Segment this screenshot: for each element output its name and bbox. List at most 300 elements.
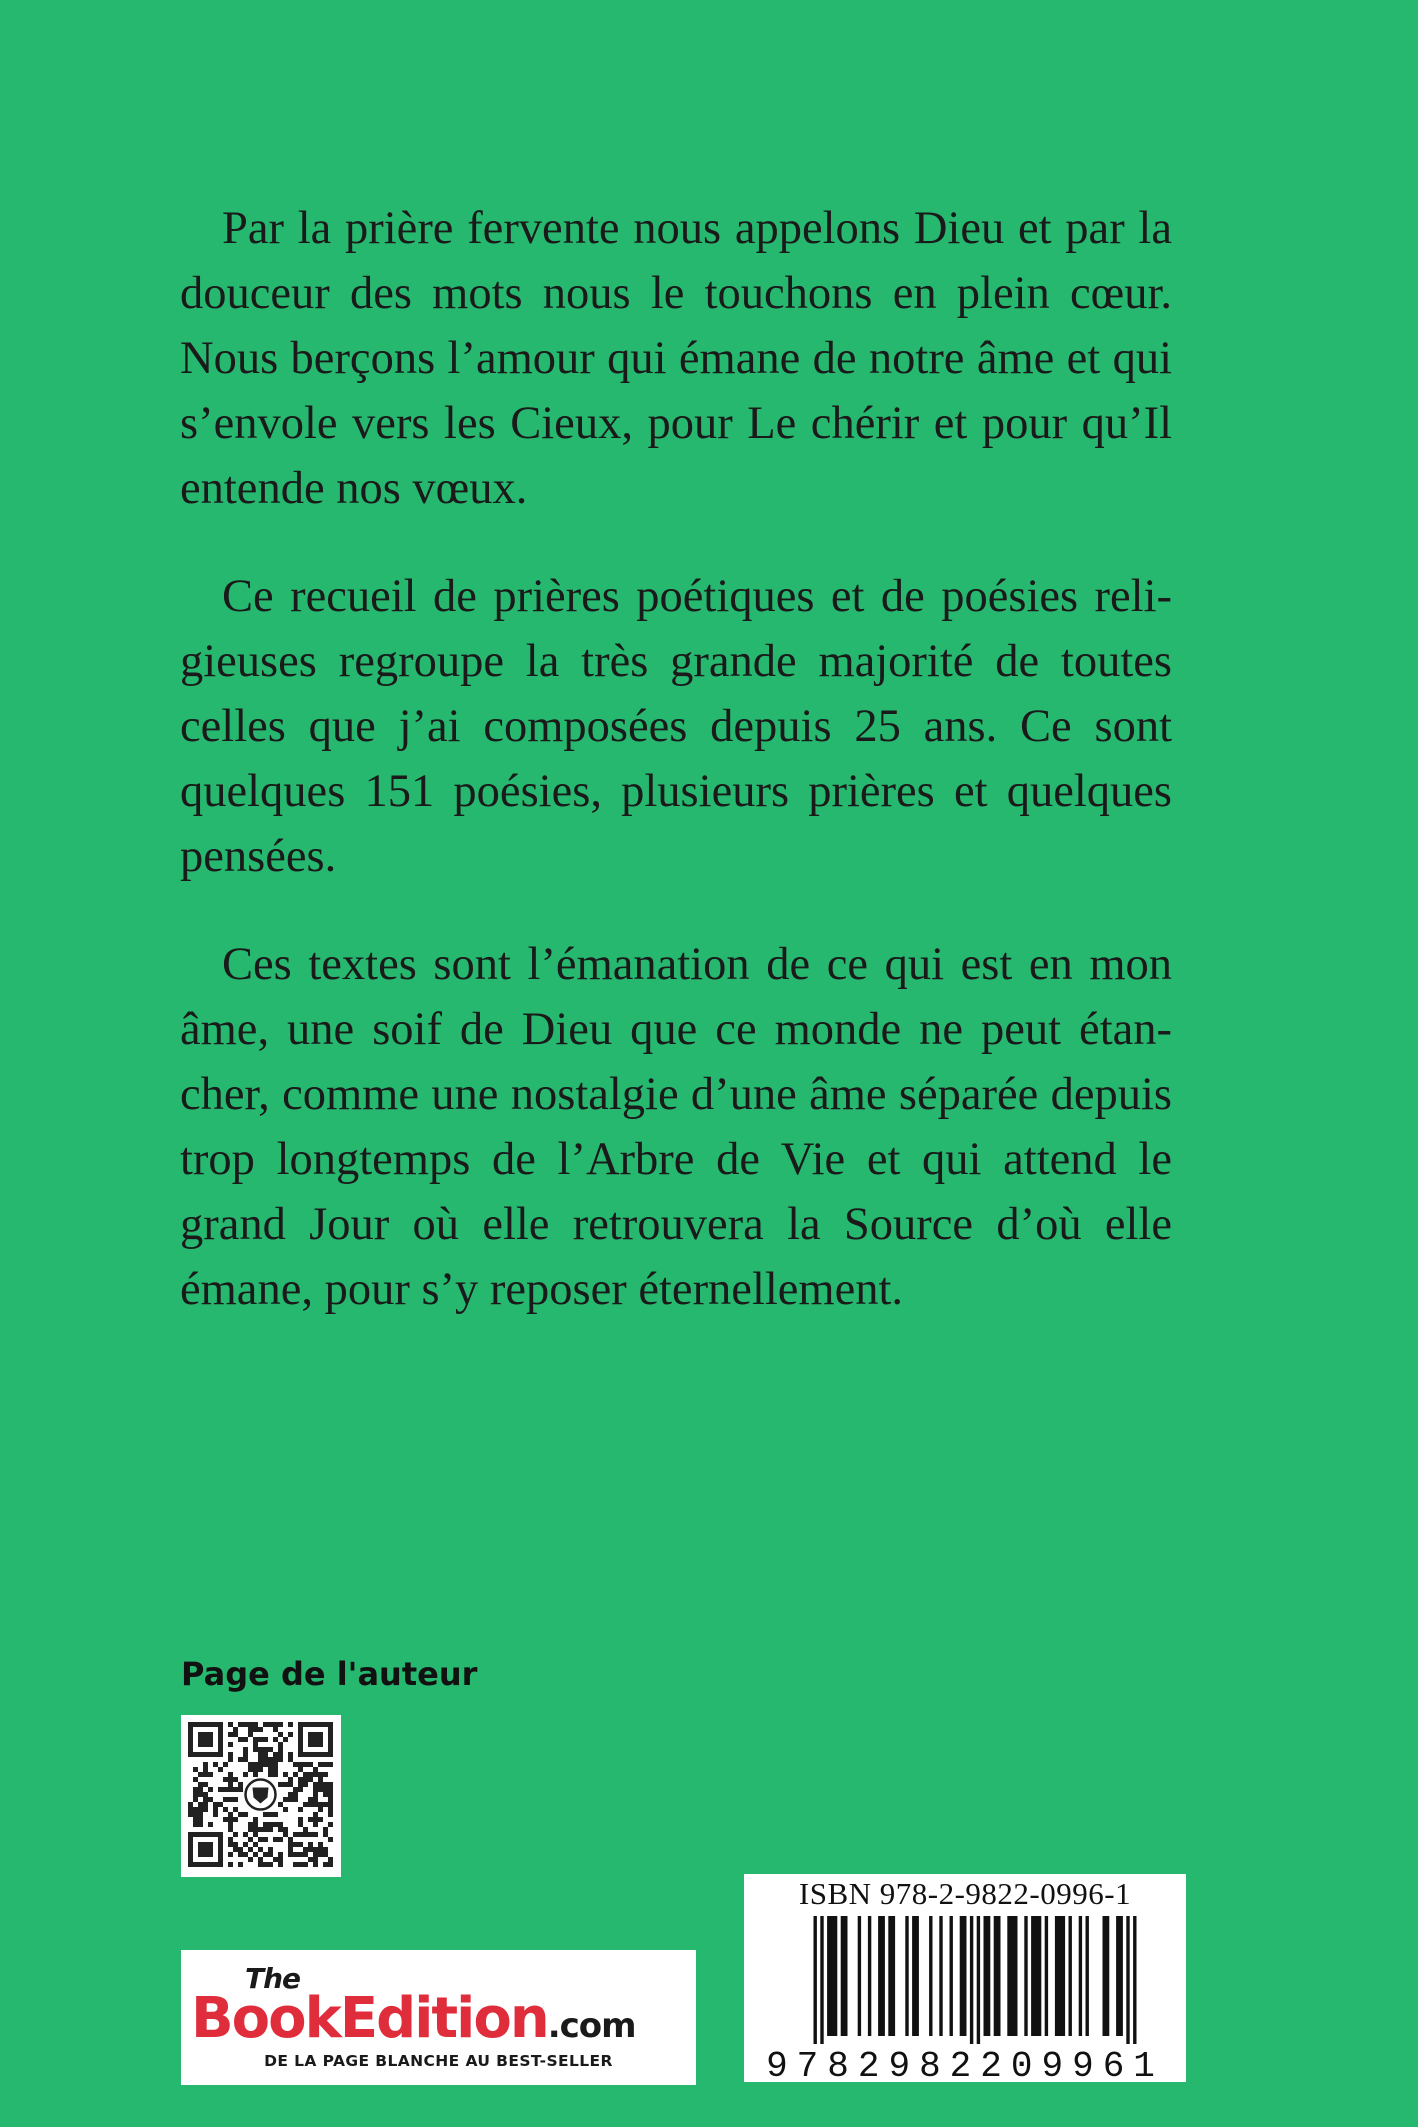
qr-module [318,1782,323,1787]
qr-module [273,1822,278,1827]
qr-module [293,1772,298,1777]
qr-module [288,1797,293,1802]
qr-module [303,1782,308,1787]
qr-module [238,1862,243,1867]
qr-module [323,1802,328,1807]
barcode-bar [994,1916,1001,2036]
qr-module [293,1862,298,1867]
qr-module [308,1802,313,1807]
qr-module [258,1727,263,1732]
qr-module [268,1762,273,1767]
qr-module [223,1817,228,1822]
barcode-bar [929,1916,932,2036]
qr-module [213,1807,218,1812]
qr-module [328,1762,333,1767]
qr-module [288,1722,293,1727]
qr-module [323,1832,328,1837]
barcode-bar [1055,1916,1065,2036]
qr-module [318,1802,323,1807]
qr-module [268,1852,273,1857]
qr-module [203,1792,208,1797]
qr-module [248,1727,253,1732]
qr-module [188,1802,193,1807]
qr-module [258,1752,263,1757]
barcode-bar [960,1916,967,2036]
qr-module [218,1802,223,1807]
qr-module [328,1837,333,1842]
qr-module [243,1752,248,1757]
qr-module [243,1842,248,1847]
qr-module [328,1782,333,1787]
qr-module [263,1757,268,1762]
qr-module [298,1762,303,1767]
qr-module [263,1752,268,1757]
qr-module [278,1857,283,1862]
qr-module [223,1787,228,1792]
qr-module [303,1777,308,1782]
qr-module [248,1827,253,1832]
qr-module [313,1832,318,1837]
qr-module [233,1832,238,1837]
qr-module [273,1837,278,1842]
qr-module [308,1732,323,1747]
qr-module [328,1807,333,1812]
qr-module [278,1862,283,1867]
qr-module [193,1817,198,1822]
barcode-bar [841,1916,848,2036]
qr-module [233,1777,238,1782]
qr-module [228,1722,233,1727]
qr-module [313,1772,318,1777]
qr-module [233,1727,238,1732]
qr-module [253,1762,258,1767]
barcode-bar [1103,1916,1110,2036]
qr-module [198,1782,203,1787]
barcode-bar [1031,1916,1041,2036]
qr-module [188,1812,193,1817]
isbn-label: ISBN 978-2-9822-0996-1 [798,1876,1132,1911]
qr-module [198,1812,203,1817]
qr-module [228,1787,233,1792]
qr-module [298,1787,303,1792]
qr-module [253,1832,258,1837]
qr-module [228,1862,233,1867]
qr-module [273,1737,278,1742]
qr-module [253,1747,258,1752]
qr-module [278,1742,283,1747]
qr-module [228,1837,233,1842]
qr-module [208,1772,213,1777]
qr-module [228,1822,233,1827]
qr-module [248,1732,253,1737]
qr-module [253,1817,258,1822]
qr-module [328,1857,333,1862]
qr-module [203,1802,208,1807]
qr-module [278,1757,283,1762]
publisher-domain: .com [547,2006,636,2046]
qr-module [318,1842,323,1847]
qr-module [303,1852,308,1857]
qr-module [323,1852,328,1857]
qr-module [213,1812,218,1817]
qr-module [313,1862,318,1867]
qr-module [298,1862,303,1867]
qr-module [318,1847,323,1852]
qr-module [288,1792,293,1797]
qr-module [288,1782,293,1787]
qr-module [258,1737,263,1742]
qr-module [253,1742,258,1747]
qr-module [278,1852,283,1857]
qr-module [203,1782,208,1787]
qr-module [268,1722,273,1727]
barcode-icon [744,1914,1186,2082]
qr-module [278,1732,283,1737]
qr-module [248,1847,253,1852]
qr-module [193,1797,198,1802]
qr-module [298,1842,303,1847]
qr-module [198,1787,203,1792]
qr-module [243,1812,248,1817]
qr-module [313,1847,318,1852]
qr-module [328,1787,333,1792]
qr-module [228,1752,233,1757]
qr-module [243,1757,248,1762]
qr-module [288,1837,293,1842]
qr-module [248,1822,253,1827]
qr-module [253,1727,258,1732]
qr-module [318,1807,323,1812]
qr-module [268,1847,273,1852]
qr-module [268,1812,273,1817]
qr-module [243,1772,248,1777]
qr-module [258,1862,263,1867]
barcode-bar [977,1916,980,2044]
qr-module [198,1822,203,1827]
qr-module [228,1757,233,1762]
barcode-bar [858,1916,861,2036]
qr-module [203,1807,208,1812]
qr-module [233,1797,238,1802]
qr-module [193,1792,198,1797]
qr-module [323,1827,328,1832]
qr-module [288,1777,293,1782]
qr-module [328,1802,333,1807]
qr-module [268,1767,273,1772]
qr-module [213,1762,218,1767]
barcode-bar [827,1916,837,2036]
qr-module [278,1837,283,1842]
qr-module [283,1827,288,1832]
publisher-logo [181,1950,696,2085]
barcode-bar [1007,1916,1017,2036]
qr-module [198,1802,203,1807]
qr-module [228,1842,233,1847]
qr-module [328,1862,333,1867]
qr-module [303,1772,308,1777]
qr-module [323,1782,328,1787]
qr-module [313,1812,318,1817]
qr-module [298,1817,303,1822]
qr-module [323,1847,328,1852]
qr-module [203,1797,208,1802]
qr-module [213,1802,218,1807]
qr-module [303,1827,308,1832]
qr-module [263,1722,268,1727]
qr-module [303,1862,308,1867]
qr-module [228,1772,233,1777]
qr-module [293,1797,298,1802]
qr-module [258,1837,263,1842]
barcode-bar [1086,1916,1089,2036]
barcode-bar [1069,1916,1072,2036]
qr-module [238,1812,243,1817]
qr-module [208,1797,213,1802]
qr-module [313,1782,318,1787]
qr-module [283,1807,288,1812]
qr-module [273,1857,278,1862]
qr-module [273,1812,278,1817]
qr-module [263,1737,268,1742]
qr-module [318,1817,323,1822]
qr-module [308,1832,313,1837]
barcode-bar [1045,1916,1048,2036]
qr-module [308,1857,313,1862]
qr-module [258,1857,263,1862]
qr-module [208,1787,213,1792]
qr-module [308,1762,313,1767]
qr-module [288,1732,293,1737]
qr-module [258,1757,263,1762]
qr-module [248,1837,253,1842]
barcode-bar [1024,1916,1027,2036]
qr-module [248,1857,253,1862]
qr-module [228,1777,233,1782]
blurb-paragraph-1: Par la prière fervente nous appelons Dieu et par la douceur des mots nous le touchons en plein cœur. Nous berçons l’amour qui émane de notre âme et qui s’envole vers les Cieux, pour Le chérir et pour qu’Il entende nos vœux. [180,203,1172,514]
qr-module [313,1802,318,1807]
qr-module [233,1842,238,1847]
qr-module [233,1817,238,1822]
qr-module [318,1787,323,1792]
qr-module [308,1772,313,1777]
qr-module [303,1802,308,1807]
qr-module [243,1852,248,1857]
publisher-the: The [245,1962,301,1995]
qr-module [273,1722,278,1727]
publisher-brand [191,1988,636,2057]
barcode-bar [1079,1916,1082,2036]
qr-module [318,1852,323,1857]
qr-module [273,1757,278,1762]
qr-module [283,1832,288,1837]
qr-module [198,1807,203,1812]
qr-module [198,1732,213,1747]
qr-module [313,1817,318,1822]
qr-module [253,1827,258,1832]
blurb-paragraph-2: Ce recueil de prières poétiques et de poésies religieuses regroupe la très grande majorité de toutes celles que j’ai composées depuis 25 ans. Ce sont quelques 151 poésies, plusieurs prières et quelques pensées. [180,571,1172,882]
publisher-tagline: DE LA PAGE BLANCHE AU BEST-SELLER [264,2052,613,2070]
qr-module [288,1847,293,1852]
qr-module [313,1852,318,1857]
qr-module [198,1842,213,1857]
qr-module [298,1832,303,1837]
qr-module [268,1772,273,1777]
barcode-bar [1116,1916,1123,2036]
qr-module [253,1722,258,1727]
barcode-bar [970,1916,973,2044]
barcode-bar [939,1916,942,2036]
qr-module [288,1752,293,1757]
barcode-bar [905,1916,908,2036]
qr-module [243,1747,248,1752]
qr-module [303,1762,308,1767]
qr-module [238,1787,243,1792]
qr-module [243,1832,248,1837]
qr-module [278,1822,283,1827]
qr-module [193,1787,198,1792]
qr-module [278,1802,283,1807]
qr-module [288,1842,293,1847]
back-cover-blurb [180,196,1172,1365]
qr-module [258,1827,263,1832]
qr-module [253,1842,258,1847]
publisher-brand-name: BookEdition [191,1986,548,2051]
qr-module [253,1822,258,1827]
qr-module [198,1817,203,1822]
barcode-bar [984,1916,991,2036]
qr-module [313,1822,318,1827]
qr-module [328,1792,333,1797]
qr-module [313,1767,318,1772]
qr-module [238,1852,243,1857]
qr-module [318,1777,323,1782]
qr-module [273,1767,278,1772]
qr-module [298,1767,303,1772]
qr-module [243,1722,248,1727]
qr-module [263,1822,268,1827]
qr-module [248,1722,253,1727]
qr-module [248,1767,253,1772]
qr-module [308,1842,313,1847]
qr-module [293,1832,298,1837]
qr-module [223,1762,228,1767]
qr-module [238,1722,243,1727]
qr-module [228,1827,233,1832]
qr-module [263,1812,268,1817]
barcode-bar [912,1916,919,2036]
qr-module [218,1787,223,1792]
qr-module [263,1762,268,1767]
qr-module [298,1782,303,1787]
qr-module [293,1842,298,1847]
qr-module [298,1807,303,1812]
qr-module [298,1777,303,1782]
qr-module [278,1722,283,1727]
qr-module [273,1762,278,1767]
qr-module [193,1822,198,1827]
qr-module [273,1727,278,1732]
qr-module [233,1732,238,1737]
qr-module [233,1787,238,1792]
qr-module [288,1852,293,1857]
qr-code-icon [181,1715,341,1877]
barcode-bar [950,1916,953,2036]
qr-module [228,1732,233,1737]
qr-module [258,1747,263,1752]
qr-module [313,1797,318,1802]
qr-module [318,1772,323,1777]
qr-module [258,1762,263,1767]
qr-module [318,1762,323,1767]
qr-module [218,1767,223,1772]
qr-module [328,1812,333,1817]
qr-module [298,1822,303,1827]
qr-module [278,1782,283,1787]
qr-module [253,1767,258,1772]
qr-module [283,1797,288,1802]
qr-module [278,1747,283,1752]
qr-module [238,1737,243,1742]
qr-module [203,1767,208,1772]
qr-module [323,1792,328,1797]
qr-module [268,1827,273,1832]
qr-module [198,1772,203,1777]
qr-module [188,1807,193,1812]
qr-module [193,1812,198,1817]
qr-module [238,1847,243,1852]
qr-module [308,1847,313,1852]
qr-module [228,1782,233,1787]
qr-module [303,1832,308,1837]
qr-module [323,1862,328,1867]
barcode-bar [820,1916,823,2044]
qr-module [283,1737,288,1742]
qr-module [278,1827,283,1832]
ean-digits: 9782982209961 [766,2046,1164,2082]
qr-module [253,1852,258,1857]
barcode-bar [878,1916,885,2036]
isbn-barcode [744,1874,1186,2082]
barcode-bar [1126,1916,1129,2044]
qr-module [258,1847,263,1852]
qr-module [283,1782,288,1787]
qr-module [273,1772,278,1777]
qr-module [293,1787,298,1792]
qr-module [283,1772,288,1777]
qr-module [263,1837,268,1842]
qr-module [193,1767,198,1772]
qr-module [223,1777,228,1782]
qr-module [263,1747,268,1752]
qr-module [263,1852,268,1857]
qr-module [293,1852,298,1857]
qr-module [268,1822,273,1827]
qr-module [263,1827,268,1832]
qr-module [268,1757,273,1762]
qr-module [273,1752,278,1757]
qr-module [203,1772,208,1777]
qr-module [313,1857,318,1862]
qr-module [203,1762,208,1767]
qr-module [233,1807,238,1812]
barcode-bar [1133,1916,1136,2044]
blurb-paragraph-3: Ces textes sont l’émanation de ce qui est en mon âme, une soif de Dieu que ce monde ne peut étancher, comme une nostalgie d’une âme séparée depuis trop longtemps de l’Arbre de Vie et qui attend le grand Jour où elle retrouvera la Source d’où elle émane, pour s’y reposer éternellement. [180,939,1172,1315]
qr-module [313,1792,318,1797]
qr-module [288,1757,293,1762]
qr-module [308,1797,313,1802]
qr-module [268,1862,273,1867]
author-qr-code[interactable] [181,1715,341,1877]
